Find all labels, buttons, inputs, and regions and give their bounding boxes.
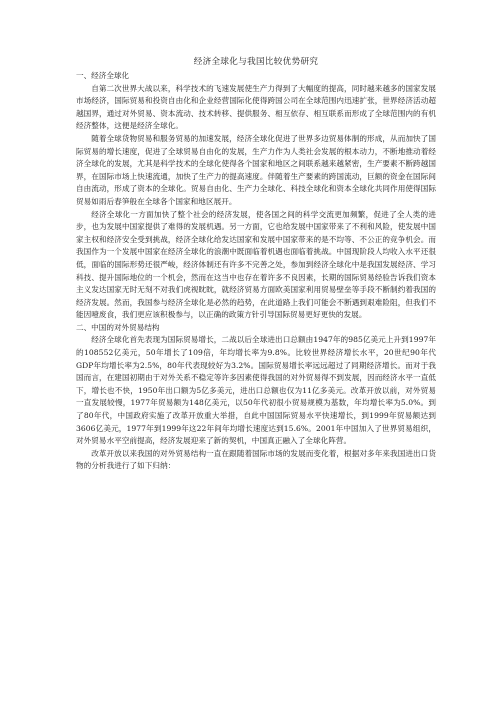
- paragraph: 改革开放以来我国的对外贸易结构一直在跟随着国际市场的发展而变化着，根据对多年来我国进出口货物的分析我进行了如下归纳：: [76, 448, 436, 471]
- section-heading-2: 二、中国的对外贸易结构: [76, 322, 160, 332]
- paragraph: 经济全球化首先表现为国际贸易增长，二战以后全球进出口总额由1947年的985亿美元上升到1997年的108552亿美元，50年增长了109倍，年均增长率为9.8%。比较世界经济增长水平，20世纪90年代GDP年均增长率为2.5%，80年代表现较好为3.2%。国际贸易增长率远远超过了同期经济增长。而对于我国而言，在建国初期由于对外关系不稳定等许多因素使得我国的对外贸易得不到发展，因而经济水平一直低下，增长也不快，1950年出口额为5亿多美元，进出口总额也仅为11亿多美元。改革开放以前，对外贸易一直发展较慢，1977年贸易额为148亿美元，以50年代初很小贸易规模为基数，年均增长率为5.0%。到了80年代，中国政府实施了改革开放重大举措，自此中国国际贸易水平快速增长，到1999年贸易额达到3606亿美元，1977年到1999年这22年间年均增长速度达到15.6%。2001年中国加入了世界贸易组织，对外贸易水平空前提高，经济发展迎来了新的契机，中国真正融入了全球化阵营。: [76, 335, 436, 446]
- section-heading-1: 一、经济全球化: [76, 71, 130, 80]
- paragraph: 经济全球化一方面加快了整个社会的经济发展，使各国之间的科学交流更加频繁，促进了全人类的进步，也为发展中国家提供了难得的发展机遇。另一方面，它也给发展中国家带来了不利和风险，使发展中国家主权和经济安全受到挑战，经济全球化给发达国家和发展中国家带来的是不均等、不公正的竞争机会。而我国作为一个发展中国家在经济全球化的浪潮中既面临着机遇也面临着挑战。中国现阶段人均收入水平还很低，面临的国际形势还很严峻，经济体制还有许多不完善之处，参加到经济全球化中是我国发展经济、学习科技、提升国际地位的一个机会，然而在这当中也存在着许多不良因素，长期的国际贸易经验告诉我们资本主义发达国家无时无刻不对我们虎视眈眈，就经济贸易方面欧美国家利用贸易壁垒等手段不断制约着我国的经济发展。然而，我国参与经济全球化是必然的趋势，在此道路上我们可能会不断遇到艰难险阻，但我们不能因噎废食，我们更应该积极参与，以正确的政策方针引导国际贸易更好更快的发展。: [76, 209, 436, 320]
- paragraph: 随着全球货物贸易和服务贸易的加速发展，经济全球化促进了世界多边贸易体制的形成，从而加快了国际贸易的增长速度，促进了全球贸易自由化的发展，生产力作为人类社会发展的根本动力，不断地推动着经济全球化的发展，尤其是科学技术的全球化使得各个国家和地区之间联系越来越紧密，生产要素不断跨越国界，在国际市场上快速流通，加快了生产力的提高速度。伴随着生产要素的跨国流动，巨额的资金在国际间自由流动，形成了资本的全球化。贸易自由化、生产力全球化、科技全球化和资本全球化共同作用使得国际贸易如雨后春笋般在全球各个国家和地区展开。: [76, 133, 436, 206]
- document-title: 经济全球化与我国比较优势研究: [193, 57, 319, 67]
- paragraph: 自第二次世界大战以来，科学技术的飞速发展使生产力得到了大幅度的提高，同时越来越多的国家发展市场经济，国际贸易和投资自由化和企业经营国际化使得跨国公司在全球范围内迅速扩张，世界经济活动超越国界，通过对外贸易、资本流动、技术转移、提供服务、相互依存、相互联系而形成了全球范围内的有机经济整体，这便是经济全球化。: [76, 83, 436, 131]
